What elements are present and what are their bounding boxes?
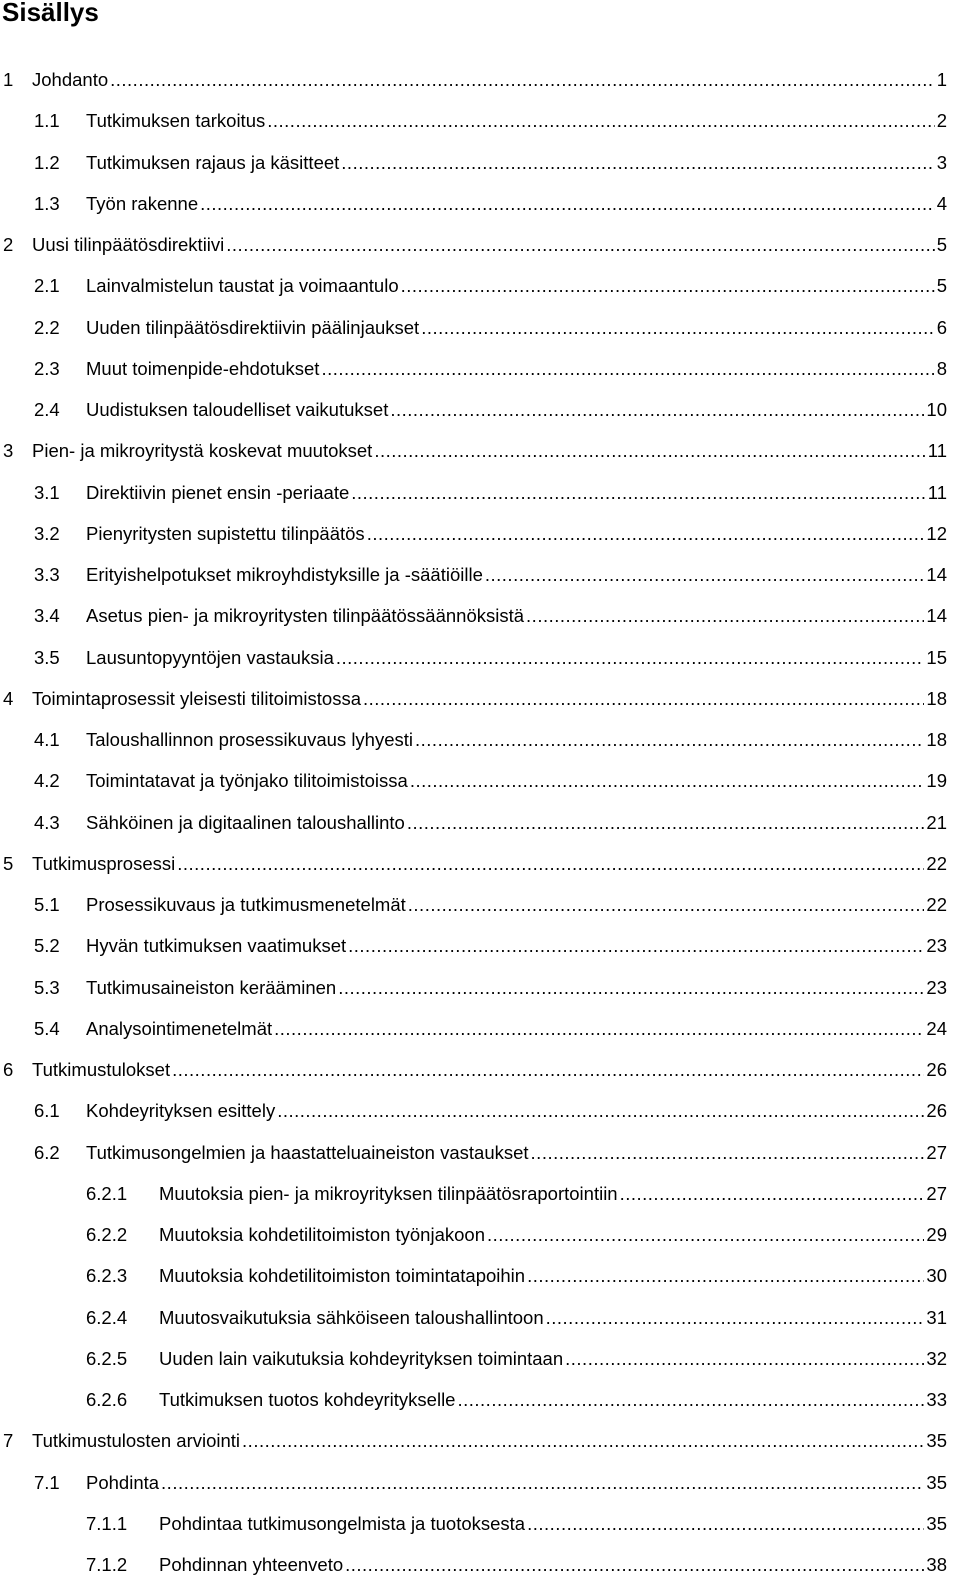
toc-entry[interactable]: [0, 1551, 947, 1579]
toc-entry-number: 2.4: [34, 399, 60, 420]
toc-entry-page-number: 26: [926, 1059, 947, 1080]
toc-dot-leader: [226, 231, 934, 259]
toc-entry-title: Pohdintaa tutkimusongelmista ja tuotoksesta: [159, 1513, 526, 1534]
toc-entry-title: Tutkimustulosten arviointi: [32, 1430, 241, 1451]
toc-entry-title: Muut toimenpide-ehdotukset: [86, 358, 320, 379]
toc-entry-title: Johdanto: [32, 69, 109, 90]
toc-entry-page-number: 23: [926, 935, 947, 956]
toc-entry-page-number: 5: [936, 275, 947, 296]
toc-entry[interactable]: [0, 1469, 947, 1497]
toc-entry-number: 6: [3, 1059, 14, 1080]
toc-dot-leader: [363, 685, 924, 713]
toc-entry-page-number: 18: [926, 729, 947, 750]
toc-entry-number: 2.3: [34, 358, 60, 379]
toc-entry-title: Taloushallinnon prosessikuvaus lyhyesti: [86, 729, 414, 750]
toc-dot-leader: [457, 1386, 924, 1414]
toc-dot-leader: [161, 1469, 924, 1497]
toc-entry-title: Uuden tilinpäätösdirektiivin päälinjaukset: [86, 317, 420, 338]
toc-entry-number: 7.1: [34, 1472, 60, 1493]
toc-entry[interactable]: [0, 850, 947, 878]
toc-entry-title: Kohdeyrityksen esittely: [86, 1100, 276, 1121]
toc-entry[interactable]: [0, 726, 947, 754]
toc-dot-leader: [242, 1427, 924, 1455]
toc-entry[interactable]: [0, 190, 947, 218]
toc-entry-page-number: 38: [926, 1554, 947, 1575]
toc-entry-page-number: 24: [926, 1018, 947, 1039]
toc-entry-number: 1.2: [34, 152, 60, 173]
toc-entry[interactable]: [0, 66, 947, 94]
page-title: Sisällys: [2, 0, 99, 27]
toc-entry[interactable]: [0, 149, 947, 177]
toc-entry[interactable]: [0, 767, 947, 795]
toc-entry[interactable]: [0, 974, 947, 1002]
toc-entry[interactable]: [0, 1427, 947, 1455]
toc-entry-title: Lainvalmistelun taustat ja voimaantulo: [86, 275, 399, 296]
toc-entry-page-number: 32: [926, 1348, 947, 1369]
toc-entry[interactable]: [0, 1180, 947, 1208]
toc-entry-page-number: 18: [926, 688, 947, 709]
toc-entry-page-number: 5: [936, 234, 947, 255]
toc-dot-leader: [526, 602, 924, 630]
toc-entry[interactable]: [0, 891, 947, 919]
toc-entry-page-number: 33: [926, 1389, 947, 1410]
toc-entry-page-number: 22: [926, 894, 947, 915]
toc-entry-title: Hyvän tutkimuksen vaatimukset: [86, 935, 347, 956]
toc-entry-page-number: 14: [926, 605, 947, 626]
toc-entry-number: 7.1.1: [86, 1513, 128, 1534]
toc-entry-number: 1.3: [34, 193, 60, 214]
toc-entry-number: 4.1: [34, 729, 60, 750]
toc-dot-leader: [267, 107, 934, 135]
toc-entry[interactable]: [0, 479, 947, 507]
toc-entry-title: Muutoksia kohdetilitoimiston työnjakoon: [159, 1224, 485, 1245]
toc-dot-leader: [351, 479, 926, 507]
toc-entry-page-number: 11: [927, 440, 947, 461]
toc-entry-number: 4: [3, 688, 14, 709]
toc-dot-leader: [565, 1345, 924, 1373]
toc-entry-number: 5.4: [34, 1018, 60, 1039]
toc-entry[interactable]: [0, 272, 947, 300]
toc-entry-page-number: 22: [926, 853, 947, 874]
toc-entry-number: 6.2: [34, 1142, 60, 1163]
toc-entry-page-number: 26: [926, 1100, 947, 1121]
toc-entry-title: Pohdinta: [86, 1472, 160, 1493]
toc-dot-leader: [374, 437, 925, 465]
toc-dot-leader: [341, 149, 934, 177]
toc-entry-title: Muutoksia kohdetilitoimiston toimintatapoihin: [159, 1265, 526, 1286]
toc-entry[interactable]: [0, 231, 947, 259]
toc-entry-title: Tutkimuksen tarkoitus: [86, 110, 266, 131]
toc-entry[interactable]: [0, 1015, 947, 1043]
toc-entry-page-number: 30: [926, 1265, 947, 1286]
toc-entry-title: Erityishelpotukset mikroyhdistyksille ja -säätiöille: [86, 564, 483, 585]
toc-entry-number: 6.2.6: [86, 1389, 128, 1410]
toc-entry-page-number: 1: [936, 69, 947, 90]
toc-entry[interactable]: [0, 685, 947, 713]
toc-entry-title: Tutkimuksen tuotos kohdeyritykselle: [159, 1389, 456, 1410]
toc-entry[interactable]: [0, 1221, 947, 1249]
toc-entry-number: 5.2: [34, 935, 60, 956]
toc-entry[interactable]: [0, 809, 947, 837]
toc-entry-title: Tutkimusongelmien ja haastatteluaineiston vastaukset: [86, 1142, 529, 1163]
toc-entry-number: 2: [3, 234, 14, 255]
toc-entry-number: 5.1: [34, 894, 60, 915]
toc-entry-number: 4.3: [34, 812, 60, 833]
toc-entry[interactable]: [0, 520, 947, 548]
toc-dot-leader: [401, 272, 935, 300]
toc-dot-leader: [200, 190, 935, 218]
toc-entry-page-number: 12: [926, 523, 947, 544]
toc-entry-number: 4.2: [34, 770, 60, 791]
toc-dot-leader: [421, 314, 935, 342]
toc-dot-leader: [527, 1262, 924, 1290]
toc-entry-page-number: 10: [926, 399, 947, 420]
toc-entry-number: 1: [3, 69, 14, 90]
toc-dot-leader: [410, 767, 925, 795]
toc-dot-leader: [620, 1180, 925, 1208]
toc-entry-number: 6.2.3: [86, 1265, 128, 1286]
toc-entry[interactable]: [0, 602, 947, 630]
toc-entry-title: Muutosvaikutuksia sähköiseen taloushallintoon: [159, 1307, 544, 1328]
toc-entry-title: Tutkimusprosessi: [32, 853, 176, 874]
toc-entry-title: Työn rakenne: [86, 193, 199, 214]
toc-entry[interactable]: [0, 1510, 947, 1538]
toc-entry-title: Lausuntopyyntöjen vastauksia: [86, 647, 334, 668]
toc-entry-page-number: 23: [926, 977, 947, 998]
toc-entry-title: Toimintaprosessit yleisesti tilitoimistossa: [32, 688, 361, 709]
toc-dot-leader: [348, 932, 924, 960]
toc-dot-leader: [367, 520, 925, 548]
toc-entry-title: Prosessikuvaus ja tutkimusmenetelmät: [86, 894, 406, 915]
toc-dot-leader: [172, 1056, 924, 1084]
toc-entry-number: 6.2.5: [86, 1348, 128, 1369]
toc-dot-leader: [338, 974, 924, 1002]
toc-entry-title: Pohdinnan yhteenveto: [159, 1554, 344, 1575]
toc-entry-number: 6.2.4: [86, 1307, 128, 1328]
toc-entry-title: Sähköinen ja digitaalinen taloushallinto: [86, 812, 405, 833]
toc-entry[interactable]: [0, 1056, 947, 1084]
toc-entry-number: 7: [3, 1430, 14, 1451]
toc-entry-title: Direktiivin pienet ensin -periaate: [86, 482, 350, 503]
toc-entry[interactable]: [0, 107, 947, 135]
toc-entry[interactable]: [0, 314, 947, 342]
toc-entry-title: Tutkimusaineiston kerääminen: [86, 977, 337, 998]
toc-entry[interactable]: [0, 1139, 947, 1167]
toc-entry-title: Tutkimuksen rajaus ja käsitteet: [86, 152, 340, 173]
toc-entry-title: Toimintatavat ja työnjako tilitoimistoissa: [86, 770, 408, 791]
toc-entry-number: 7.1.2: [86, 1554, 128, 1575]
toc-dot-leader: [531, 1139, 925, 1167]
toc-entry-number: 3.4: [34, 605, 60, 626]
toc-entry-number: 6.2.2: [86, 1224, 128, 1245]
toc-entry-title: Tutkimustulokset: [32, 1059, 171, 1080]
toc-entry-page-number: 31: [926, 1307, 947, 1328]
toc-entry-page-number: 21: [926, 812, 947, 833]
toc-dot-leader: [546, 1304, 925, 1332]
toc-entry-page-number: 4: [936, 193, 947, 214]
toc-entry-number: 3.3: [34, 564, 60, 585]
toc-entry-page-number: 35: [926, 1513, 947, 1534]
toc-dot-leader: [177, 850, 924, 878]
toc-dot-leader: [274, 1015, 924, 1043]
toc-entry-page-number: 35: [926, 1472, 947, 1493]
toc-entry[interactable]: [0, 1262, 947, 1290]
toc-entry-title: Muutoksia pien- ja mikroyrityksen tilinpäätösraportointiin: [159, 1183, 618, 1204]
toc-dot-leader: [345, 1551, 924, 1579]
toc-entry[interactable]: [0, 1097, 947, 1125]
toc-entry-title: Pienyritysten supistettu tilinpäätös: [86, 523, 365, 544]
toc-entry-number: 5.3: [34, 977, 60, 998]
toc-entry-title: Uusi tilinpäätösdirektiivi: [32, 234, 225, 255]
toc-dot-leader: [321, 355, 934, 383]
toc-entry[interactable]: [0, 1386, 947, 1414]
toc-entry-title: Uudistuksen taloudelliset vaikutukset: [86, 399, 389, 420]
toc-entry-page-number: 29: [926, 1224, 947, 1245]
toc-entry-number: 3: [3, 440, 14, 461]
toc-entry-page-number: 8: [936, 358, 947, 379]
toc-entry-number: 3.2: [34, 523, 60, 544]
toc-dot-leader: [336, 644, 925, 672]
toc-entry[interactable]: [0, 644, 947, 672]
toc-dot-leader: [408, 891, 925, 919]
toc-entry-number: 6.1: [34, 1100, 60, 1121]
toc-dot-leader: [277, 1097, 924, 1125]
toc-entry-page-number: 6: [936, 317, 947, 338]
toc-dot-leader: [407, 809, 925, 837]
toc-dot-leader: [390, 396, 924, 424]
toc-dot-leader: [527, 1510, 924, 1538]
toc-entry-page-number: 27: [926, 1142, 947, 1163]
toc-entry-title: Analysointimenetelmät: [86, 1018, 273, 1039]
toc-entry-page-number: 15: [926, 647, 947, 668]
toc-entry[interactable]: [0, 437, 947, 465]
toc-entry-number: 3.5: [34, 647, 60, 668]
toc-dot-leader: [485, 561, 925, 589]
toc-entry[interactable]: [0, 932, 947, 960]
toc-entry-title: Uuden lain vaikutuksia kohdeyrityksen toimintaan: [159, 1348, 564, 1369]
toc-entry-number: 6.2.1: [86, 1183, 128, 1204]
toc-entry-title: Pien- ja mikroyritystä koskevat muutokset: [32, 440, 373, 461]
toc-entry-page-number: 35: [926, 1430, 947, 1451]
toc-dot-leader: [110, 66, 935, 94]
toc-entry-number: 2.2: [34, 317, 60, 338]
toc-entry[interactable]: [0, 396, 947, 424]
toc-entry-page-number: 27: [926, 1183, 947, 1204]
toc-entry-number: 1.1: [34, 110, 60, 131]
toc-entry-number: 5: [3, 853, 14, 874]
toc-entry-number: 2.1: [34, 275, 60, 296]
toc-dot-leader: [487, 1221, 924, 1249]
toc-entry[interactable]: [0, 1304, 947, 1332]
toc-dot-leader: [415, 726, 924, 754]
toc-entry-number: 3.1: [34, 482, 60, 503]
toc-entry[interactable]: [0, 355, 947, 383]
toc-entry[interactable]: [0, 561, 947, 589]
toc-entry-page-number: 14: [926, 564, 947, 585]
toc-entry[interactable]: [0, 1345, 947, 1373]
toc-entry-page-number: 3: [936, 152, 947, 173]
toc-entry-page-number: 2: [936, 110, 947, 131]
toc-entry-page-number: 11: [927, 482, 947, 503]
toc-entry-page-number: 19: [926, 770, 947, 791]
toc-entry-title: Asetus pien- ja mikroyritysten tilinpäätössäännöksistä: [86, 605, 525, 626]
